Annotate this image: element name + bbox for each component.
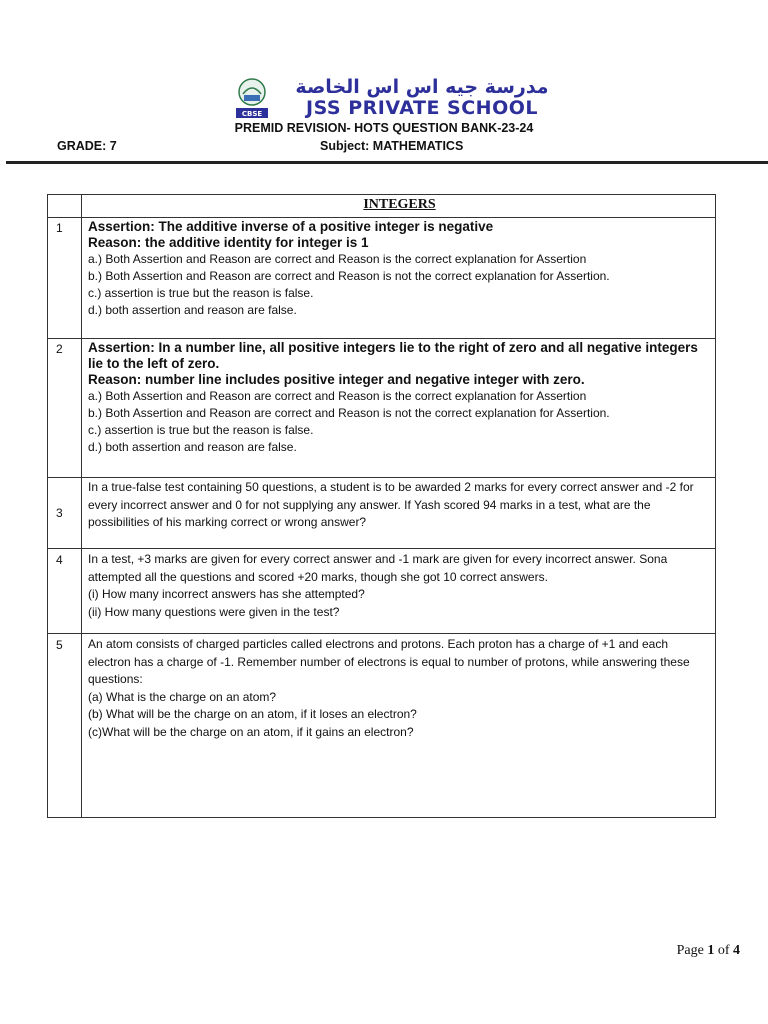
question-number: 4 <box>56 553 63 567</box>
assertion-text: Assertion: The additive inverse of a positive integer is negative <box>88 219 494 234</box>
question-table <box>47 194 716 818</box>
question-part: (b) What will be the charge on an atom, if it loses an electron? <box>88 707 417 721</box>
reason-text: Reason: number line includes positive integer and negative integer with zero. <box>88 372 585 387</box>
option-d: d.) both assertion and reason are false. <box>88 440 297 454</box>
option-b: b.) Both Assertion and Reason are correct and Reason is not the correct explanation for Assertion. <box>88 269 610 283</box>
question-row-5 <box>48 634 716 818</box>
question-part: (c)What will be the charge on an atom, if it gains an electron? <box>88 724 414 739</box>
option-c: c.) assertion is true but the reason is false. <box>88 423 314 437</box>
page-word: Page <box>676 943 704 958</box>
total-pages: 4 <box>733 943 740 958</box>
option-d: d.) both assertion and reason are false. <box>88 303 297 317</box>
question-row-4 <box>48 549 716 634</box>
question-part: (a) What is the charge on an atom? <box>88 689 277 704</box>
school-logo <box>233 76 563 120</box>
header-divider <box>6 161 768 164</box>
school-emblem-icon <box>233 76 271 120</box>
question-part: (ii) How many questions were given in the test? <box>88 604 340 619</box>
document-title: PREMID REVISION- HOTS QUESTION BANK-23-24 <box>234 121 534 135</box>
grade-label: GRADE: 7 <box>57 139 117 153</box>
assertion-text: Assertion: In a number line, all positive integers lie to the right of zero and all negative integers lie to the left of zero. <box>88 340 698 371</box>
question-number: 5 <box>56 638 63 652</box>
of-word: of <box>717 943 730 958</box>
option-a: a.) Both Assertion and Reason are correct and Reason is the correct explanation for Assertion <box>88 252 587 266</box>
option-c: c.) assertion is true but the reason is false. <box>88 286 314 300</box>
school-name-english: JSS PRIVATE SCHOOL <box>306 97 538 119</box>
school-name-arabic: مدرسة جيه اس اس الخاصة <box>295 76 549 98</box>
question-part: (i) How many incorrect answers has she attempted? <box>88 587 365 601</box>
question-row-2 <box>48 339 716 478</box>
question-number: 1 <box>56 221 63 235</box>
question-number: 3 <box>56 506 63 520</box>
logo-badge-text: CBSE <box>241 110 263 118</box>
topic-row <box>48 195 716 218</box>
subject-label: Subject: MATHEMATICS <box>320 139 464 153</box>
question-text: In a test, +3 marks are given for every correct answer and -1 mark are given for every incorrect answer. Sona attempted all the questions and scored +20 marks, though she got 10 correct answers. <box>88 552 668 584</box>
option-a: a.) Both Assertion and Reason are correct and Reason is the correct explanation for Assertion <box>88 389 587 403</box>
question-text: In a true-false test containing 50 questions, a student is to be awarded 2 marks for every correct answer and -2 for every incorrect answer and 0 for not supplying any answer. If Yash scored 94 marks in a test, what are the possibilities of his marking correct or wrong answer? <box>88 480 694 529</box>
question-row-3 <box>48 478 716 549</box>
option-b: b.) Both Assertion and Reason are correct and Reason is not the correct explanation for Assertion. <box>88 406 610 420</box>
question-row-1 <box>48 218 716 339</box>
reason-text: Reason: the additive identity for integer is 1 <box>88 235 369 250</box>
topic-heading: INTEGERS <box>363 197 436 212</box>
page-indicator <box>677 943 740 959</box>
question-number: 2 <box>56 342 63 356</box>
question-text: An atom consists of charged particles called electrons and protons. Each proton has a charge of +1 and each electron has a charge of -1. Remember number of electrons is equal to number of protons, while answering these questions: <box>88 637 690 686</box>
current-page: 1 <box>707 943 715 958</box>
